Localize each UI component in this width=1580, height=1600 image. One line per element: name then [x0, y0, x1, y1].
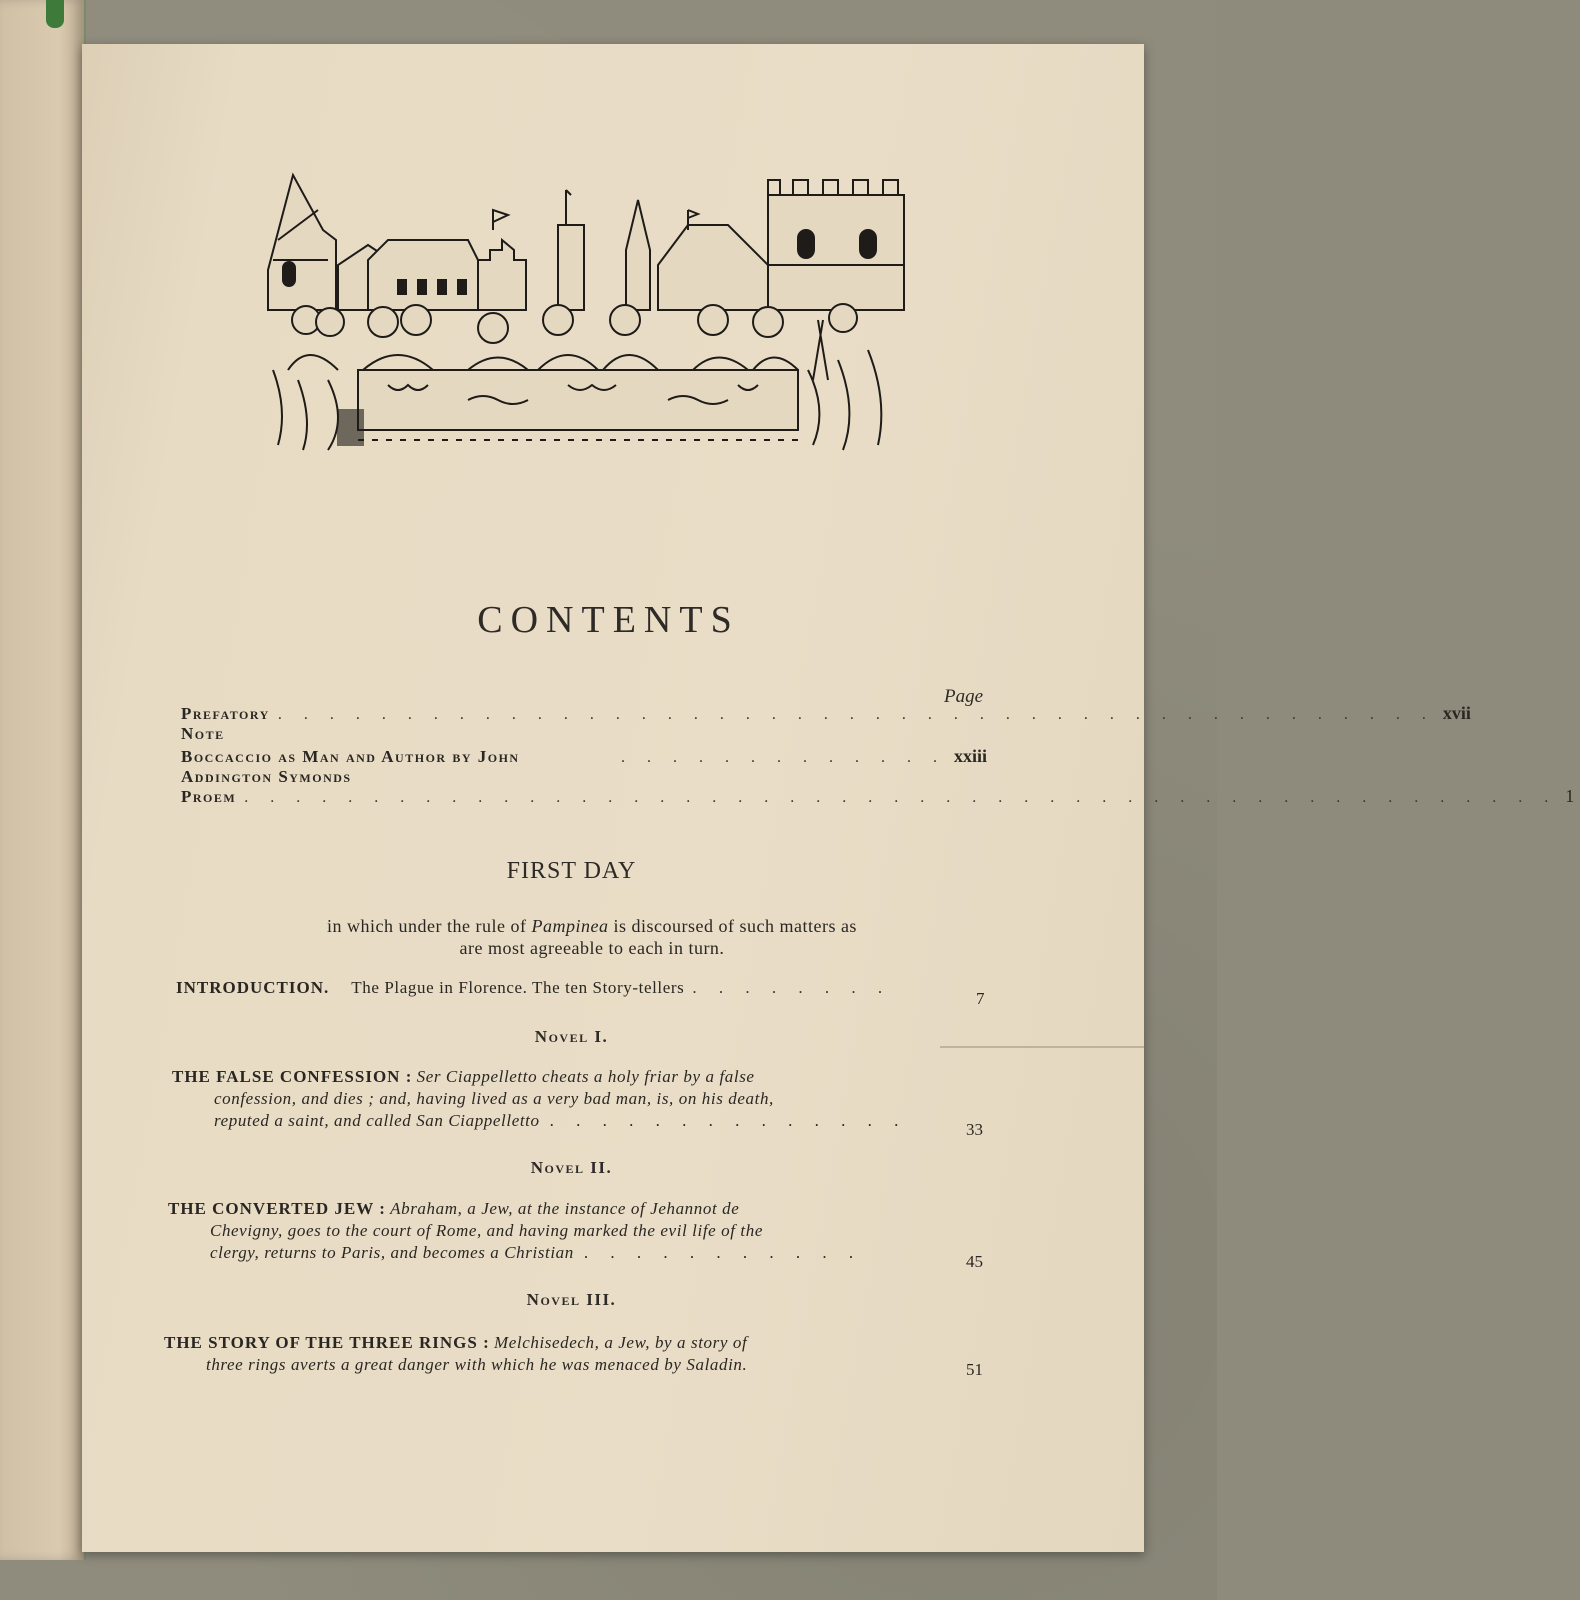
novel-3-title: THE STORY OF THE THREE RINGS : [164, 1333, 490, 1352]
novel-1-page-number: 33 [966, 1120, 983, 1139]
green-ribbon [46, 0, 64, 28]
contents-title: CONTENTS [477, 599, 740, 641]
novel-2-line-3-text: clergy, returns to Paris, and becomes a Christian [210, 1243, 574, 1262]
toc-entry-novel-3[interactable] [164, 1332, 934, 1376]
toc-entry-label: Proem [181, 787, 237, 806]
woodcut-illustration [268, 170, 904, 452]
toc-page-number: 1 [1565, 786, 1575, 806]
day-desc-post: is discoursed of such matters as are most agreeable to each in turn. [459, 916, 857, 958]
introduction-page-number: 7 [976, 989, 985, 1008]
novel-2-page-number: 45 [966, 1252, 983, 1271]
toc-entry-label: Prefatory Note [181, 704, 270, 743]
novel-1-heading: Novel I. [534, 1027, 609, 1046]
novel-1-line-2: confession, and dies ; and, having lived as a very bad man, is, on his death, [214, 1089, 774, 1108]
novel-3-line-1: Melchisedech, a Jew, by a story of [493, 1333, 748, 1352]
toc-entry-introduction[interactable] [176, 978, 936, 998]
novel-3-line-2: three rings averts a great danger with which he was menaced by Saladin. [206, 1355, 748, 1374]
leader-dots: . . . . . . . . . . . . . . . . . . . . . . . . . . . . . . . . . . . . . . . . . . . . . [277, 706, 1435, 723]
toc-page-number: xxiii [953, 746, 987, 766]
novel-2-line-3 [168, 1242, 934, 1264]
novel-1-title: THE FALSE CONFESSION : [172, 1067, 413, 1086]
toc-entry-novel-2[interactable] [168, 1198, 934, 1264]
toc-entry-novel-1[interactable] [172, 1066, 934, 1132]
leader-dots: . . . . . . . . . . . . . . [549, 1111, 908, 1130]
novel-3-heading: Novel III. [526, 1290, 617, 1309]
novel-2-line-1: Abraham, a Jew, at the instance of Jehannot de [390, 1199, 740, 1218]
first-day-heading: FIRST DAY [506, 858, 637, 884]
previous-page-edge [0, 0, 86, 1560]
novel-3-page-number: 51 [966, 1360, 983, 1379]
leader-dots: . . . . . . . . . . . [583, 1243, 863, 1262]
leader-dots: . . . . . . . . . . . . . [620, 749, 946, 766]
toc-entry-symonds-essay[interactable] [181, 746, 987, 787]
toc-page-number: xvii [1442, 703, 1471, 723]
introduction-lead: INTRODUCTION. [176, 978, 330, 997]
day-desc-pre: in which under the rule of [327, 916, 532, 936]
toc-entry-label: Boccaccio as Man and Author by John Addington Symonds [181, 747, 520, 786]
novel-2-line-2: Chevigny, goes to the court of Rome, and having marked the evil life of the [210, 1221, 763, 1240]
introduction-text: The Plague in Florence. The ten Story-tellers [351, 978, 685, 997]
first-day-description [322, 915, 862, 959]
toc-entry-prefatory-note[interactable] [181, 703, 1471, 744]
novel-1-line-3 [172, 1110, 934, 1132]
novel-2-title: THE CONVERTED JEW : [168, 1199, 386, 1218]
novel-1-line-1: Ser Ciappelletto cheats a holy friar by a false [416, 1067, 755, 1086]
toc-entry-proem[interactable] [181, 786, 1575, 807]
novel-1-line-3-text: reputed a saint, and called San Ciappelletto [214, 1111, 540, 1130]
day-desc-name: Pampinea [531, 916, 609, 936]
leader-dots: . . . . . . . . [692, 978, 892, 997]
page-column-label: Page [944, 686, 984, 707]
leader-dots: . . . . . . . . . . . . . . . . . . . . . . . . . . . . . . . . . . . . . . . . . . . . . . . . . . . [244, 789, 1558, 806]
novel-2-heading: Novel II. [530, 1158, 613, 1177]
